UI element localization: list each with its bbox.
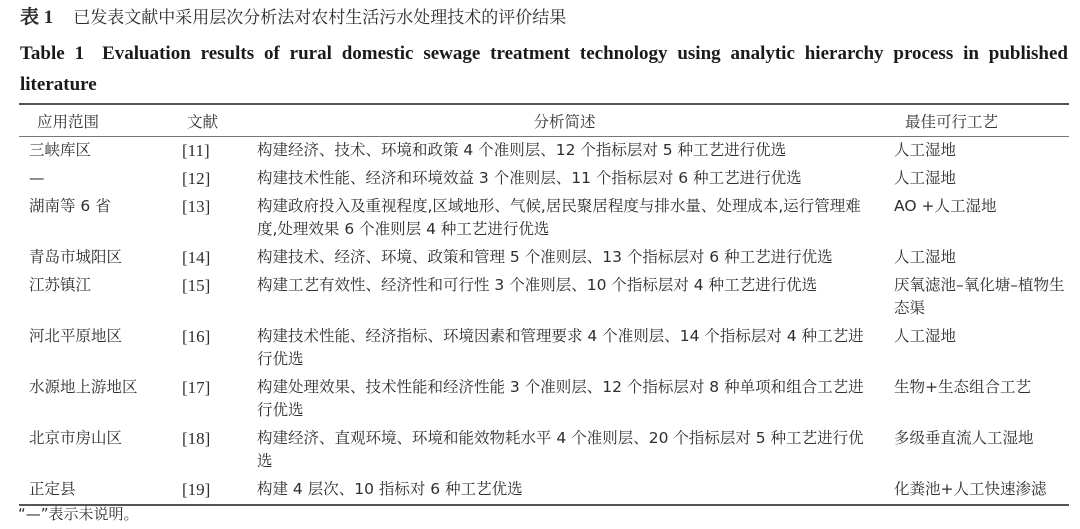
cell-scope: 湖南等 6 省 [29,197,111,215]
table-footnote: “—”表示未说明。 [18,505,139,523]
cell-best-process: 生物+生态组合工艺 [894,378,1031,396]
table-row [19,165,1069,193]
table-row [19,374,1069,425]
header-description: 分析简述 [533,112,596,131]
cell-scope: 青岛市城阳区 [29,248,123,266]
table-caption-chinese [20,5,566,31]
cell-description: 构建工艺有效性、经济性和可行性 3 个准则层、10 个指标层对 4 种工艺进行优选 [257,276,818,294]
cell-best-process: 化粪池+人工快速渗滤 [894,480,1047,498]
cell-reference: [18] [182,429,211,448]
cell-scope: 三峡库区 [29,141,92,159]
table-title-en: Evaluation results of rural domestic sewage treatment technology using analytic hierarchy process in published literature [20,43,1068,95]
header-reference: 文献 [187,112,219,131]
cell-description: 构建经济、技术、环境和政策 4 个准则层、12 个指标层对 5 种工艺进行优选 [257,141,787,159]
cell-reference: [11] [182,141,210,160]
header-scope: 应用范围 [37,112,100,131]
table-caption-english [20,38,1068,100]
cell-best-process: 人工湿地 [894,248,957,266]
cell-reference: [12] [182,169,211,188]
cell-scope: 水源地上游地区 [29,378,138,396]
cell-best-process: 多级垂直流人工湿地 [894,429,1034,447]
table-row [19,193,1069,244]
table-row [19,137,1069,166]
cell-scope: 正定县 [29,480,76,498]
cell-scope: 江苏镇江 [29,276,92,294]
table-row [19,425,1069,476]
table-title-cn: 已发表文献中采用层次分析法对农村生活污水处理技术的评价结果 [73,8,567,28]
cell-scope: — [29,169,45,187]
cell-description: 构建经济、直观环境、环境和能效物耗水平 4 个准则层、20 个指标层对 5 种工艺进行优选 [257,429,864,470]
cell-best-process: 厌氧滤池–氧化塘–植物生态渠 [894,276,1065,317]
cell-description: 构建技术性能、经济指标、环境因素和管理要求 4 个准则层、14 个指标层对 4 种工艺进行优选 [257,327,864,368]
cell-description: 构建 4 层次、10 指标对 6 种工艺优选 [257,480,523,498]
cell-description: 构建技术、经济、环境、政策和管理 5 个准则层、13 个指标层对 6 种工艺进行优选 [257,248,833,266]
cell-best-process: 人工湿地 [894,141,957,159]
table-row [19,476,1069,505]
header-best-process: 最佳可行工艺 [904,112,998,131]
cell-reference: [17] [182,378,211,397]
cell-description: 构建政府投入及重视程度,区域地形、气候,居民聚居程度与排水量、处理成本,运行管理难度,处理效果 6 个准则层 4 种工艺进行优选 [257,197,861,238]
cell-scope: 河北平原地区 [29,327,123,345]
cell-best-process: AO +人工湿地 [894,197,997,215]
cell-reference: [19] [182,480,211,499]
table-label-en: Table 1 [20,43,85,64]
cell-description: 构建处理效果、技术性能和经济性能 3 个准则层、12 个指标层对 8 种单项和组合工艺进行优选 [257,378,864,419]
cell-description: 构建技术性能、经济和环境效益 3 个准则层、11 个指标层对 6 种工艺进行优选 [257,169,802,187]
table-label-cn: 表 1 [20,7,54,28]
table-row [19,323,1069,374]
table-row [19,272,1069,323]
cell-reference: [16] [182,327,211,346]
table-row [19,244,1069,272]
cell-best-process: 人工湿地 [894,169,957,187]
cell-reference: [14] [182,248,211,267]
results-table [19,103,1069,506]
results-table-container [19,103,1069,506]
cell-reference: [15] [182,276,211,295]
cell-scope: 北京市房山区 [29,429,123,447]
table-header-row [19,104,1069,137]
cell-reference: [13] [182,197,211,216]
cell-best-process: 人工湿地 [894,327,957,345]
